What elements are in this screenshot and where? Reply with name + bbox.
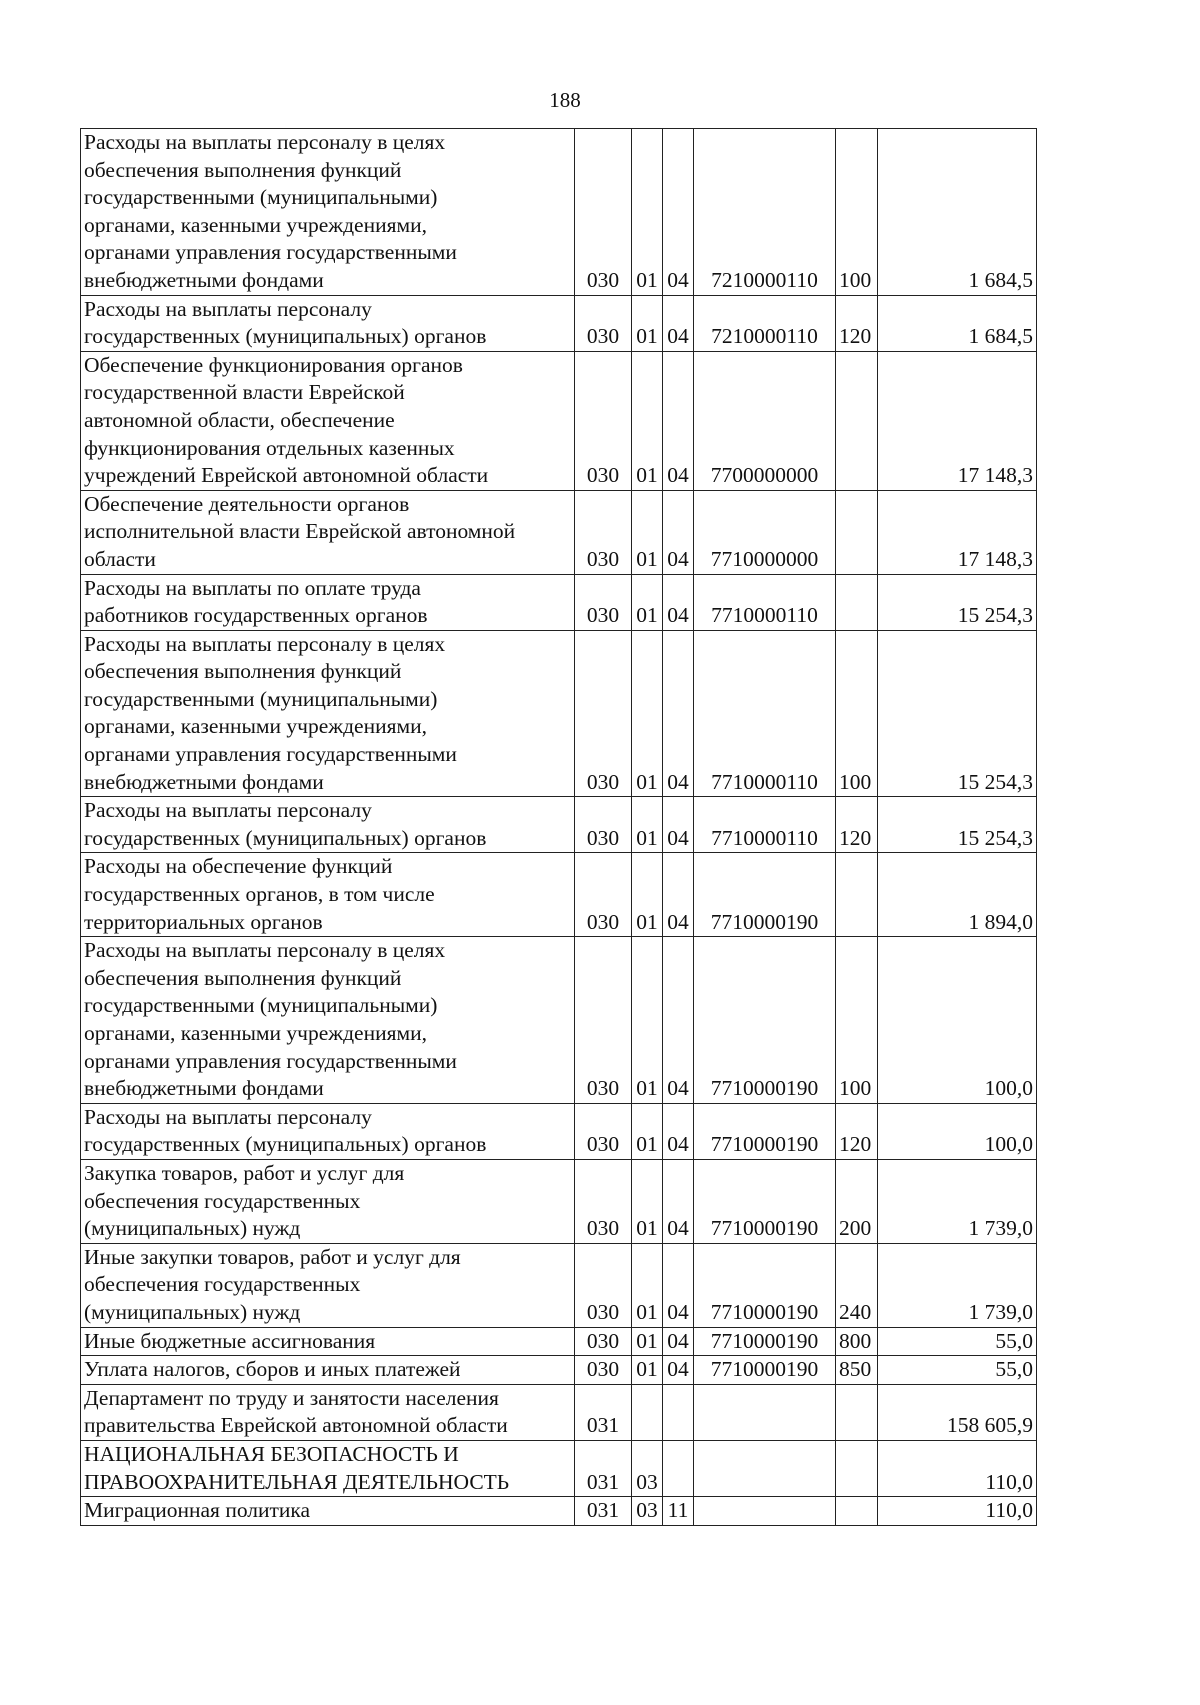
subsection-code-cell: 04 [663,1356,694,1385]
amount-cell: 158 605,9 [878,1384,1037,1440]
amount-cell: 15 254,3 [878,574,1037,630]
amount-cell: 1 739,0 [878,1159,1037,1243]
expense-name-line: учреждений Еврейской автономной области [84,463,489,488]
expense-name-cell [81,1103,575,1159]
expense-type-cell: 850 [836,1356,878,1385]
expense-name-line: функционирования отдельных казенных [84,435,455,460]
subsection-code-cell: 04 [663,295,694,351]
subsection-code-cell: 04 [663,351,694,490]
subsection-code-cell: 04 [663,797,694,853]
target-article-cell: 7700000000 [694,351,836,490]
expense-name-line: органами, казенными учреждениями, [84,212,427,237]
subsection-code-cell: 04 [663,630,694,797]
expense-name-line: (муниципальных) нужд [84,1299,301,1324]
table-row [81,1384,1037,1440]
expense-name-line: обеспечения государственных [84,1272,361,1297]
table-row [81,797,1037,853]
section-code-cell: 01 [632,1327,663,1356]
expense-name-cell [81,574,575,630]
expense-name-line: Расходы на выплаты персоналу [84,296,372,321]
expense-name-line: органами управления государственными [84,742,457,767]
expense-name-line: ПРАВООХРАНИТЕЛЬНАЯ ДЕЯТЕЛЬНОСТЬ [84,1469,510,1494]
table-row [81,1497,1037,1526]
expense-name-cell [81,1243,575,1327]
target-article-cell: 7210000110 [694,295,836,351]
expense-name-line: работников государственных органов [84,603,428,628]
expense-name-line: Иные бюджетные ассигнования [84,1328,376,1353]
expense-name-line: внебюджетными фондами [84,769,324,794]
subsection-code-cell [663,1440,694,1496]
amount-cell: 110,0 [878,1497,1037,1526]
expense-name-line: обеспечения выполнения функций [84,659,402,684]
expense-name-line: государственных (муниципальных) органов [84,1132,487,1157]
table-row [81,351,1037,490]
expense-name-cell [81,1159,575,1243]
section-code-cell: 01 [632,1243,663,1327]
expense-type-cell: 100 [836,937,878,1104]
expense-type-cell: 120 [836,1103,878,1159]
amount-cell: 1 739,0 [878,1243,1037,1327]
ministry-code-cell: 031 [575,1497,632,1526]
expense-name-line: обеспечения выполнения функций [84,157,402,182]
budget-table-body [81,129,1037,1526]
section-code-cell: 01 [632,1356,663,1385]
expense-name-cell [81,1356,575,1385]
target-article-cell: 7710000190 [694,937,836,1104]
subsection-code-cell [663,1384,694,1440]
subsection-code-cell: 04 [663,1159,694,1243]
expense-type-cell [836,490,878,574]
target-article-cell: 7710000190 [694,1159,836,1243]
ministry-code-cell: 030 [575,1356,632,1385]
expense-name-cell [81,295,575,351]
ministry-code-cell: 030 [575,129,632,296]
amount-cell: 1 894,0 [878,853,1037,937]
expense-name-line: Расходы на выплаты персоналу в целях [84,631,446,656]
expense-name-line: Расходы на выплаты по оплате труда [84,575,421,600]
section-code-cell [632,1384,663,1440]
expense-name-line: (муниципальных) нужд [84,1216,301,1241]
expense-name-line: Уплата налогов, сборов и иных платежей [84,1357,461,1382]
expense-name-line: территориальных органов [84,909,323,934]
table-row [81,574,1037,630]
expense-name-cell [81,351,575,490]
target-article-cell: 7710000110 [694,797,836,853]
expense-name-cell [81,853,575,937]
table-row [81,129,1037,296]
amount-cell: 100,0 [878,937,1037,1104]
section-code-cell: 01 [632,490,663,574]
ministry-code-cell: 030 [575,1243,632,1327]
target-article-cell [694,1440,836,1496]
table-row [81,1103,1037,1159]
expense-name-line: органами, казенными учреждениями, [84,714,427,739]
expense-type-cell: 800 [836,1327,878,1356]
table-row [81,1327,1037,1356]
expense-name-cell [81,1440,575,1496]
subsection-code-cell: 04 [663,937,694,1104]
expense-type-cell: 240 [836,1243,878,1327]
target-article-cell: 7710000190 [694,1103,836,1159]
expense-name-line: автономной области, обеспечение [84,407,395,432]
amount-cell: 17 148,3 [878,351,1037,490]
expense-name-line: обеспечения государственных [84,1188,361,1213]
amount-cell: 17 148,3 [878,490,1037,574]
subsection-code-cell: 04 [663,1327,694,1356]
expense-name-line: обеспечения выполнения функций [84,965,402,990]
expense-name-line: Расходы на выплаты персоналу в целях [84,130,446,154]
section-code-cell: 01 [632,351,663,490]
expense-name-line: органами управления государственными [84,240,457,265]
table-row [81,1243,1037,1327]
expense-name-line: Закупка товаров, работ и услуг для [84,1160,405,1185]
expense-name-line: государственных органов, в том числе [84,882,435,907]
ministry-code-cell: 030 [575,574,632,630]
section-code-cell: 01 [632,129,663,296]
section-code-cell: 01 [632,295,663,351]
expense-name-cell [81,1497,575,1526]
section-code-cell: 01 [632,853,663,937]
ministry-code-cell: 030 [575,1327,632,1356]
expense-type-cell [836,574,878,630]
table-row [81,937,1037,1104]
amount-cell: 100,0 [878,1103,1037,1159]
expense-type-cell: 100 [836,129,878,296]
table-row [81,853,1037,937]
expense-name-line: внебюджетными фондами [84,1076,324,1101]
expense-name-line: области [84,546,156,571]
table-row [81,1440,1037,1496]
expense-name-line: Иные закупки товаров, работ и услуг для [84,1244,461,1269]
page-number: 188 [549,88,581,112]
expense-name-line: Миграционная политика [84,1498,311,1523]
expense-name-line: органами управления государственными [84,1048,457,1073]
expense-name-line: органами, казенными учреждениями, [84,1021,427,1045]
section-code-cell: 01 [632,937,663,1104]
expense-name-line: НАЦИОНАЛЬНАЯ БЕЗОПАСНОСТЬ И [84,1441,459,1466]
expense-name-line: Обеспечение функционирования органов [84,352,463,377]
expense-name-line: Обеспечение деятельности органов [84,491,410,516]
subsection-code-cell: 04 [663,1243,694,1327]
amount-cell: 1 684,5 [878,295,1037,351]
target-article-cell [694,1384,836,1440]
expense-name-line: Расходы на выплаты персоналу в целях [84,938,446,963]
expense-type-cell: 120 [836,295,878,351]
table-row [81,1159,1037,1243]
ministry-code-cell: 030 [575,490,632,574]
subsection-code-cell: 04 [663,1103,694,1159]
expense-name-cell [81,1327,575,1356]
expense-name-line: государственными (муниципальными) [84,686,438,711]
ministry-code-cell: 030 [575,937,632,1104]
target-article-cell: 7210000110 [694,129,836,296]
expense-name-line: Расходы на выплаты персоналу [84,1104,372,1129]
expense-name-line: Департамент по труду и занятости населения [84,1385,499,1410]
expense-type-cell: 120 [836,797,878,853]
expense-name-line: государственных (муниципальных) органов [84,825,487,850]
expense-type-cell [836,351,878,490]
ministry-code-cell: 030 [575,351,632,490]
expense-name-cell [81,797,575,853]
target-article-cell [694,1497,836,1526]
target-article-cell: 7710000190 [694,1356,836,1385]
expense-name-cell [81,490,575,574]
expense-type-cell [836,1440,878,1496]
expense-name-line: исполнительной власти Еврейской автономной [84,519,516,544]
expense-name-line: государственных (муниципальных) органов [84,324,487,349]
section-code-cell: 01 [632,630,663,797]
expense-type-cell [836,1384,878,1440]
amount-cell: 110,0 [878,1440,1037,1496]
ministry-code-cell: 030 [575,630,632,797]
ministry-code-cell: 031 [575,1440,632,1496]
expense-type-cell: 200 [836,1159,878,1243]
budget-table [80,128,1037,1526]
ministry-code-cell: 030 [575,1159,632,1243]
subsection-code-cell: 04 [663,853,694,937]
target-article-cell: 7710000190 [694,853,836,937]
section-code-cell: 01 [632,1103,663,1159]
ministry-code-cell: 031 [575,1384,632,1440]
expense-name-cell [81,129,575,296]
amount-cell: 1 684,5 [878,129,1037,296]
target-article-cell: 7710000110 [694,630,836,797]
amount-cell: 55,0 [878,1327,1037,1356]
expense-name-line: государственными (муниципальными) [84,185,438,210]
amount-cell: 55,0 [878,1356,1037,1385]
subsection-code-cell: 04 [663,574,694,630]
amount-cell: 15 254,3 [878,630,1037,797]
subsection-code-cell: 04 [663,490,694,574]
table-row [81,630,1037,797]
target-article-cell: 7710000110 [694,574,836,630]
subsection-code-cell: 04 [663,129,694,296]
expense-name-line: Расходы на обеспечение функций [84,854,393,879]
section-code-cell: 01 [632,1159,663,1243]
section-code-cell: 03 [632,1440,663,1496]
subsection-code-cell: 11 [663,1497,694,1526]
expense-type-cell: 100 [836,630,878,797]
expense-type-cell [836,1497,878,1526]
target-article-cell: 7710000000 [694,490,836,574]
expense-name-line: государственной власти Еврейской [84,380,405,405]
target-article-cell: 7710000190 [694,1327,836,1356]
expense-name-line: правительства Еврейской автономной области [84,1413,508,1438]
target-article-cell: 7710000190 [694,1243,836,1327]
table-row [81,1356,1037,1385]
ministry-code-cell: 030 [575,1103,632,1159]
section-code-cell: 03 [632,1497,663,1526]
expense-name-cell [81,937,575,1104]
table-row [81,490,1037,574]
ministry-code-cell: 030 [575,853,632,937]
amount-cell: 15 254,3 [878,797,1037,853]
expense-name-cell [81,1384,575,1440]
table-row [81,295,1037,351]
expense-name-line: государственными (муниципальными) [84,993,438,1018]
expense-name-cell [81,630,575,797]
expense-type-cell [836,853,878,937]
section-code-cell: 01 [632,574,663,630]
section-code-cell: 01 [632,797,663,853]
ministry-code-cell: 030 [575,295,632,351]
expense-name-line: внебюджетными фондами [84,267,324,292]
ministry-code-cell: 030 [575,797,632,853]
expense-name-line: Расходы на выплаты персоналу [84,798,372,823]
